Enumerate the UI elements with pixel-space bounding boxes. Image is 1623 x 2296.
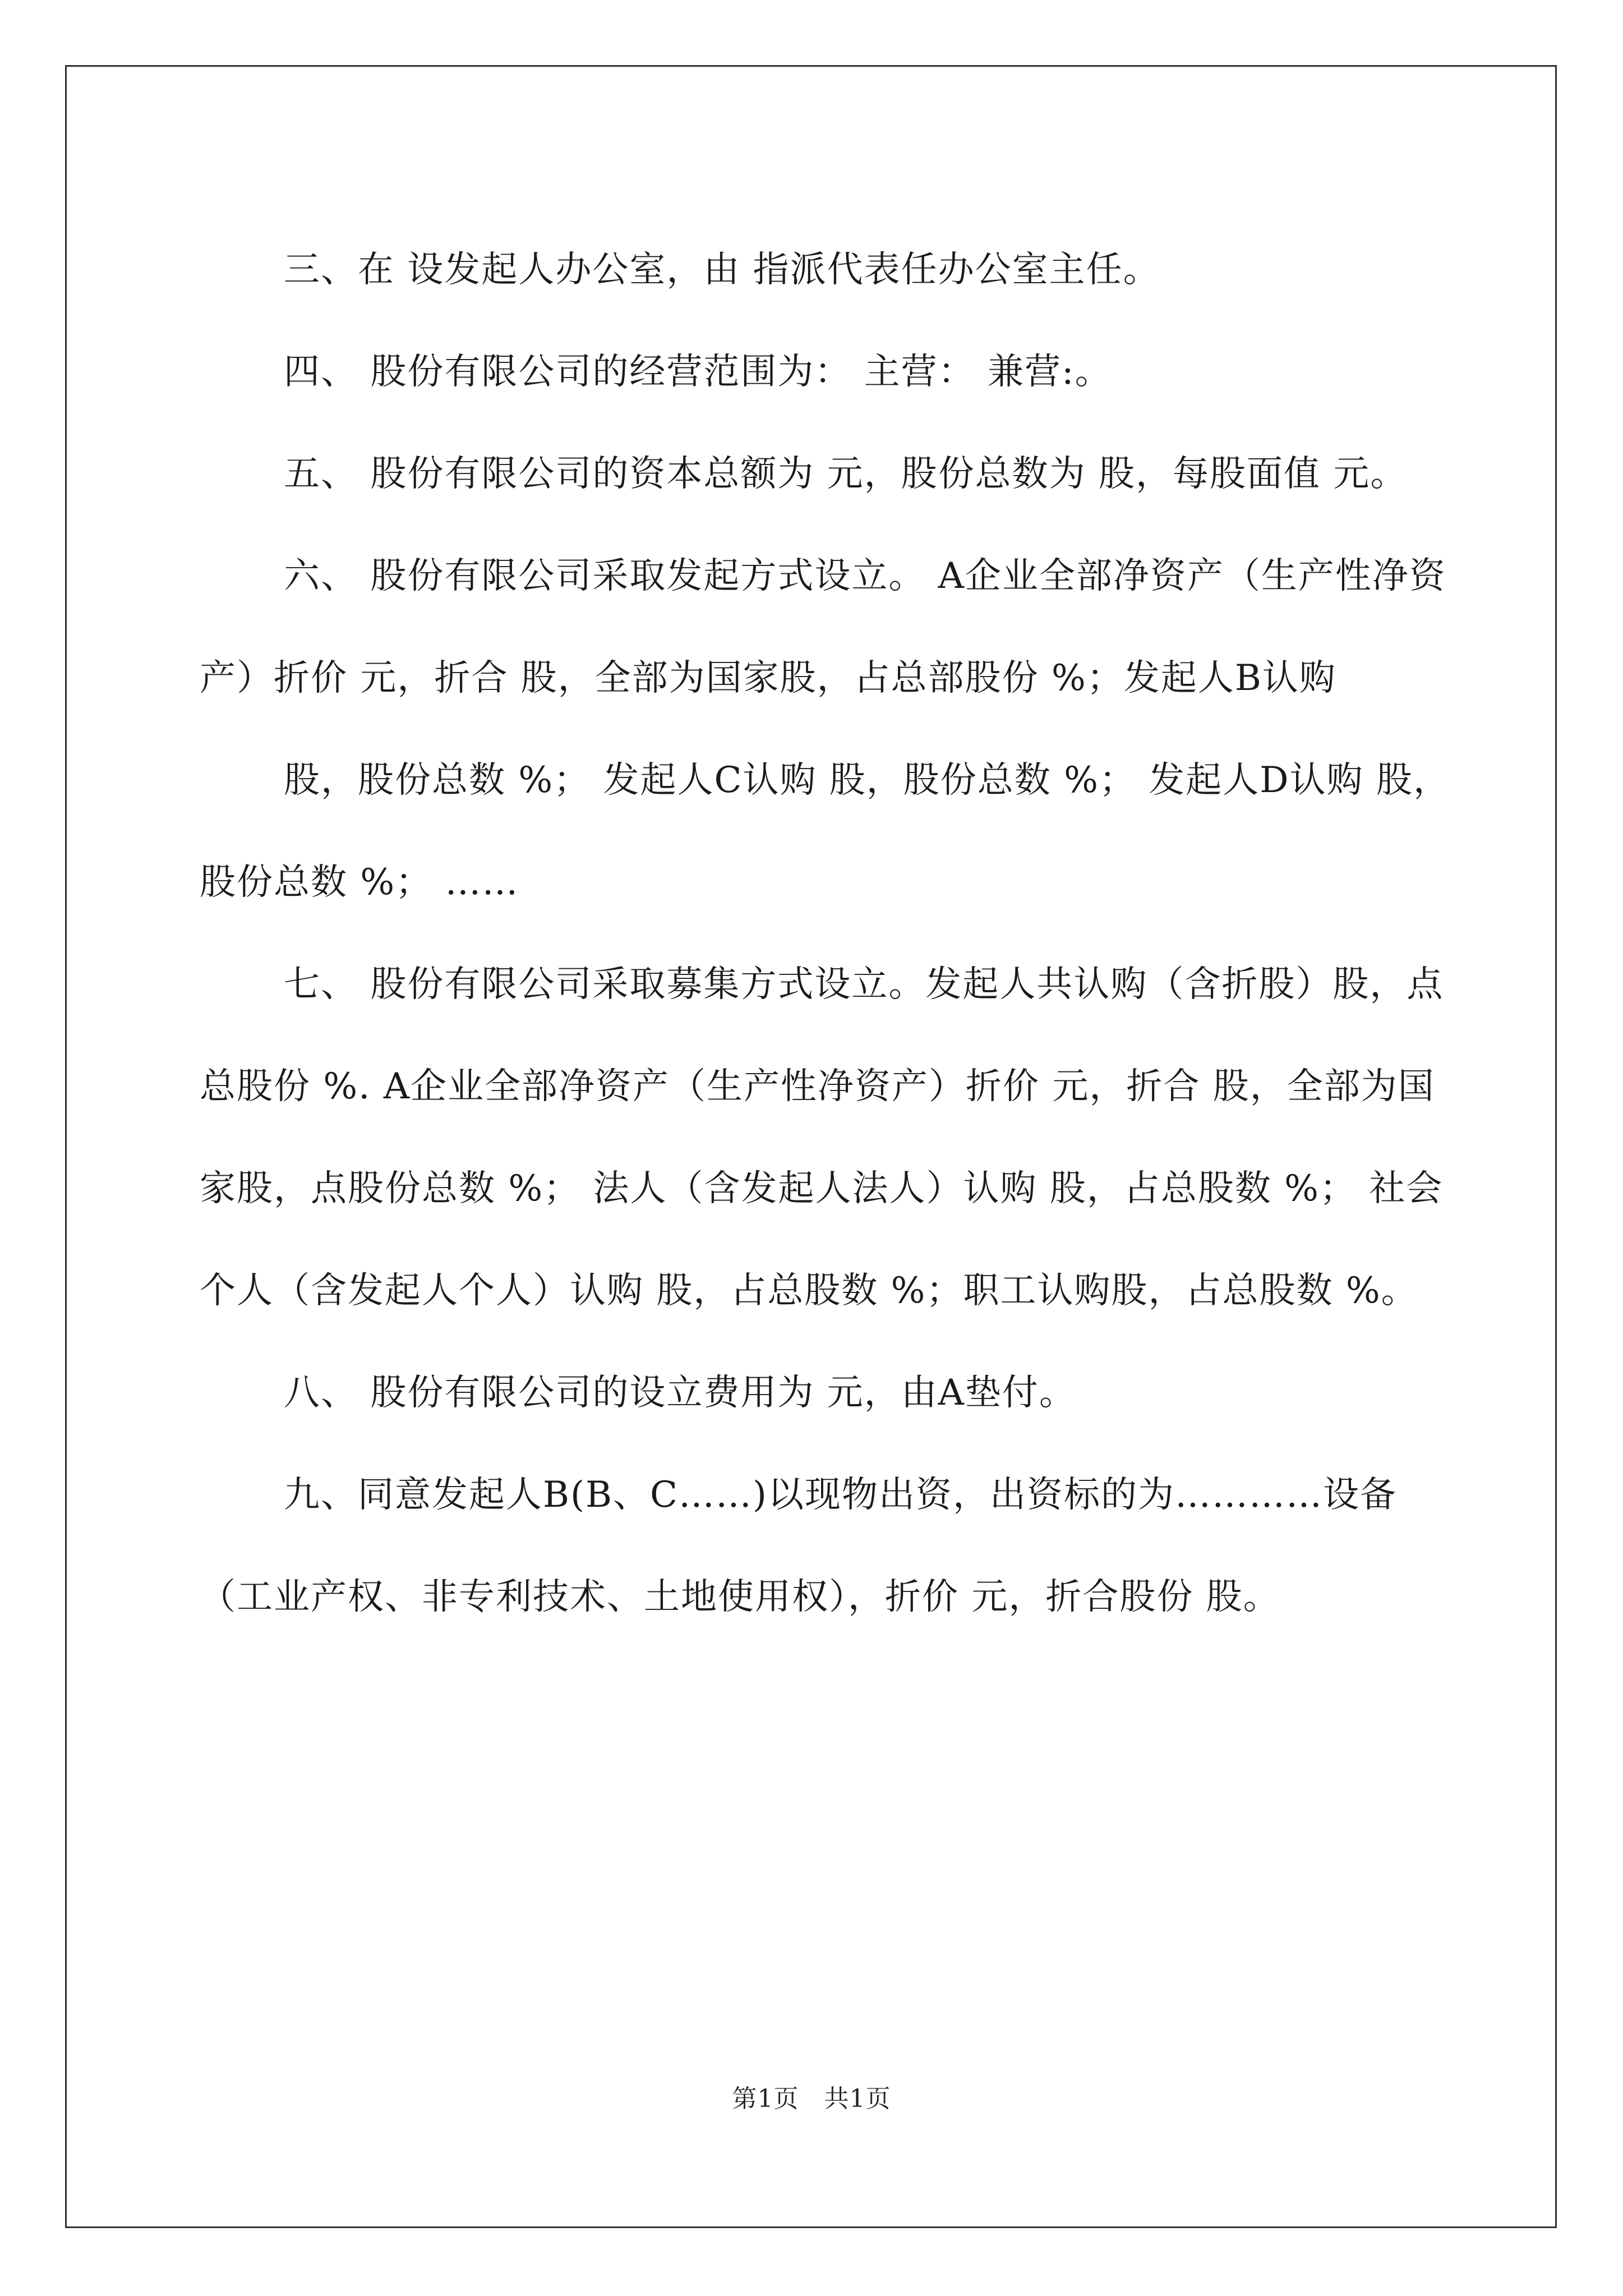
paragraph-6: 六、 股份有限公司采取发起方式设立。 A企业全部净资产（生产性净资产）折价 元，折合 股，全部为国家股，占总部股份 %；发起人B认购 <box>200 555 1446 699</box>
paragraph-7: 七、 股份有限公司采取募集方式设立。发起人共认购（含折股）股，点总股份 %. A企业全部净资产（生产性净资产）折价 元，折合 股，全部为国家股，点股份总数 %； 法人（含发起人法人）认购 股，占总股数 %； 社会个人（含发起人个人）认购 股，占总股数 %；职工认购股，占总股数 %。 <box>200 964 1444 1312</box>
paragraph-9: 九、同意发起人B(B、C……)以现物出资，出资标的为…………设备（工业产权、非专利技术、土地使用权），折价 元，折合股份 股。 <box>200 1474 1397 1618</box>
paragraph-8: 八、 股份有限公司的设立费用为 元，由A垫付。 <box>284 1372 1076 1414</box>
paragraph-3: 三、在 设发起人办公室，由 指派代表任办公室主任。 <box>284 249 1160 291</box>
document-body <box>200 219 1467 1648</box>
page-number-footer: 第1页 共1页 <box>732 2085 891 2113</box>
paragraph-4: 四、 股份有限公司的经营范围为： 主营： 兼营:。 <box>284 351 1112 393</box>
paragraph-6-continued: 股，股份总数 %； 发起人C认购 股，股份总数 %； 发起人D认购 股，股份总数 %； …… <box>200 760 1450 903</box>
paragraph-5: 五、 股份有限公司的资本总额为 元，股份总数为 股，每股面值 元。 <box>284 453 1408 495</box>
